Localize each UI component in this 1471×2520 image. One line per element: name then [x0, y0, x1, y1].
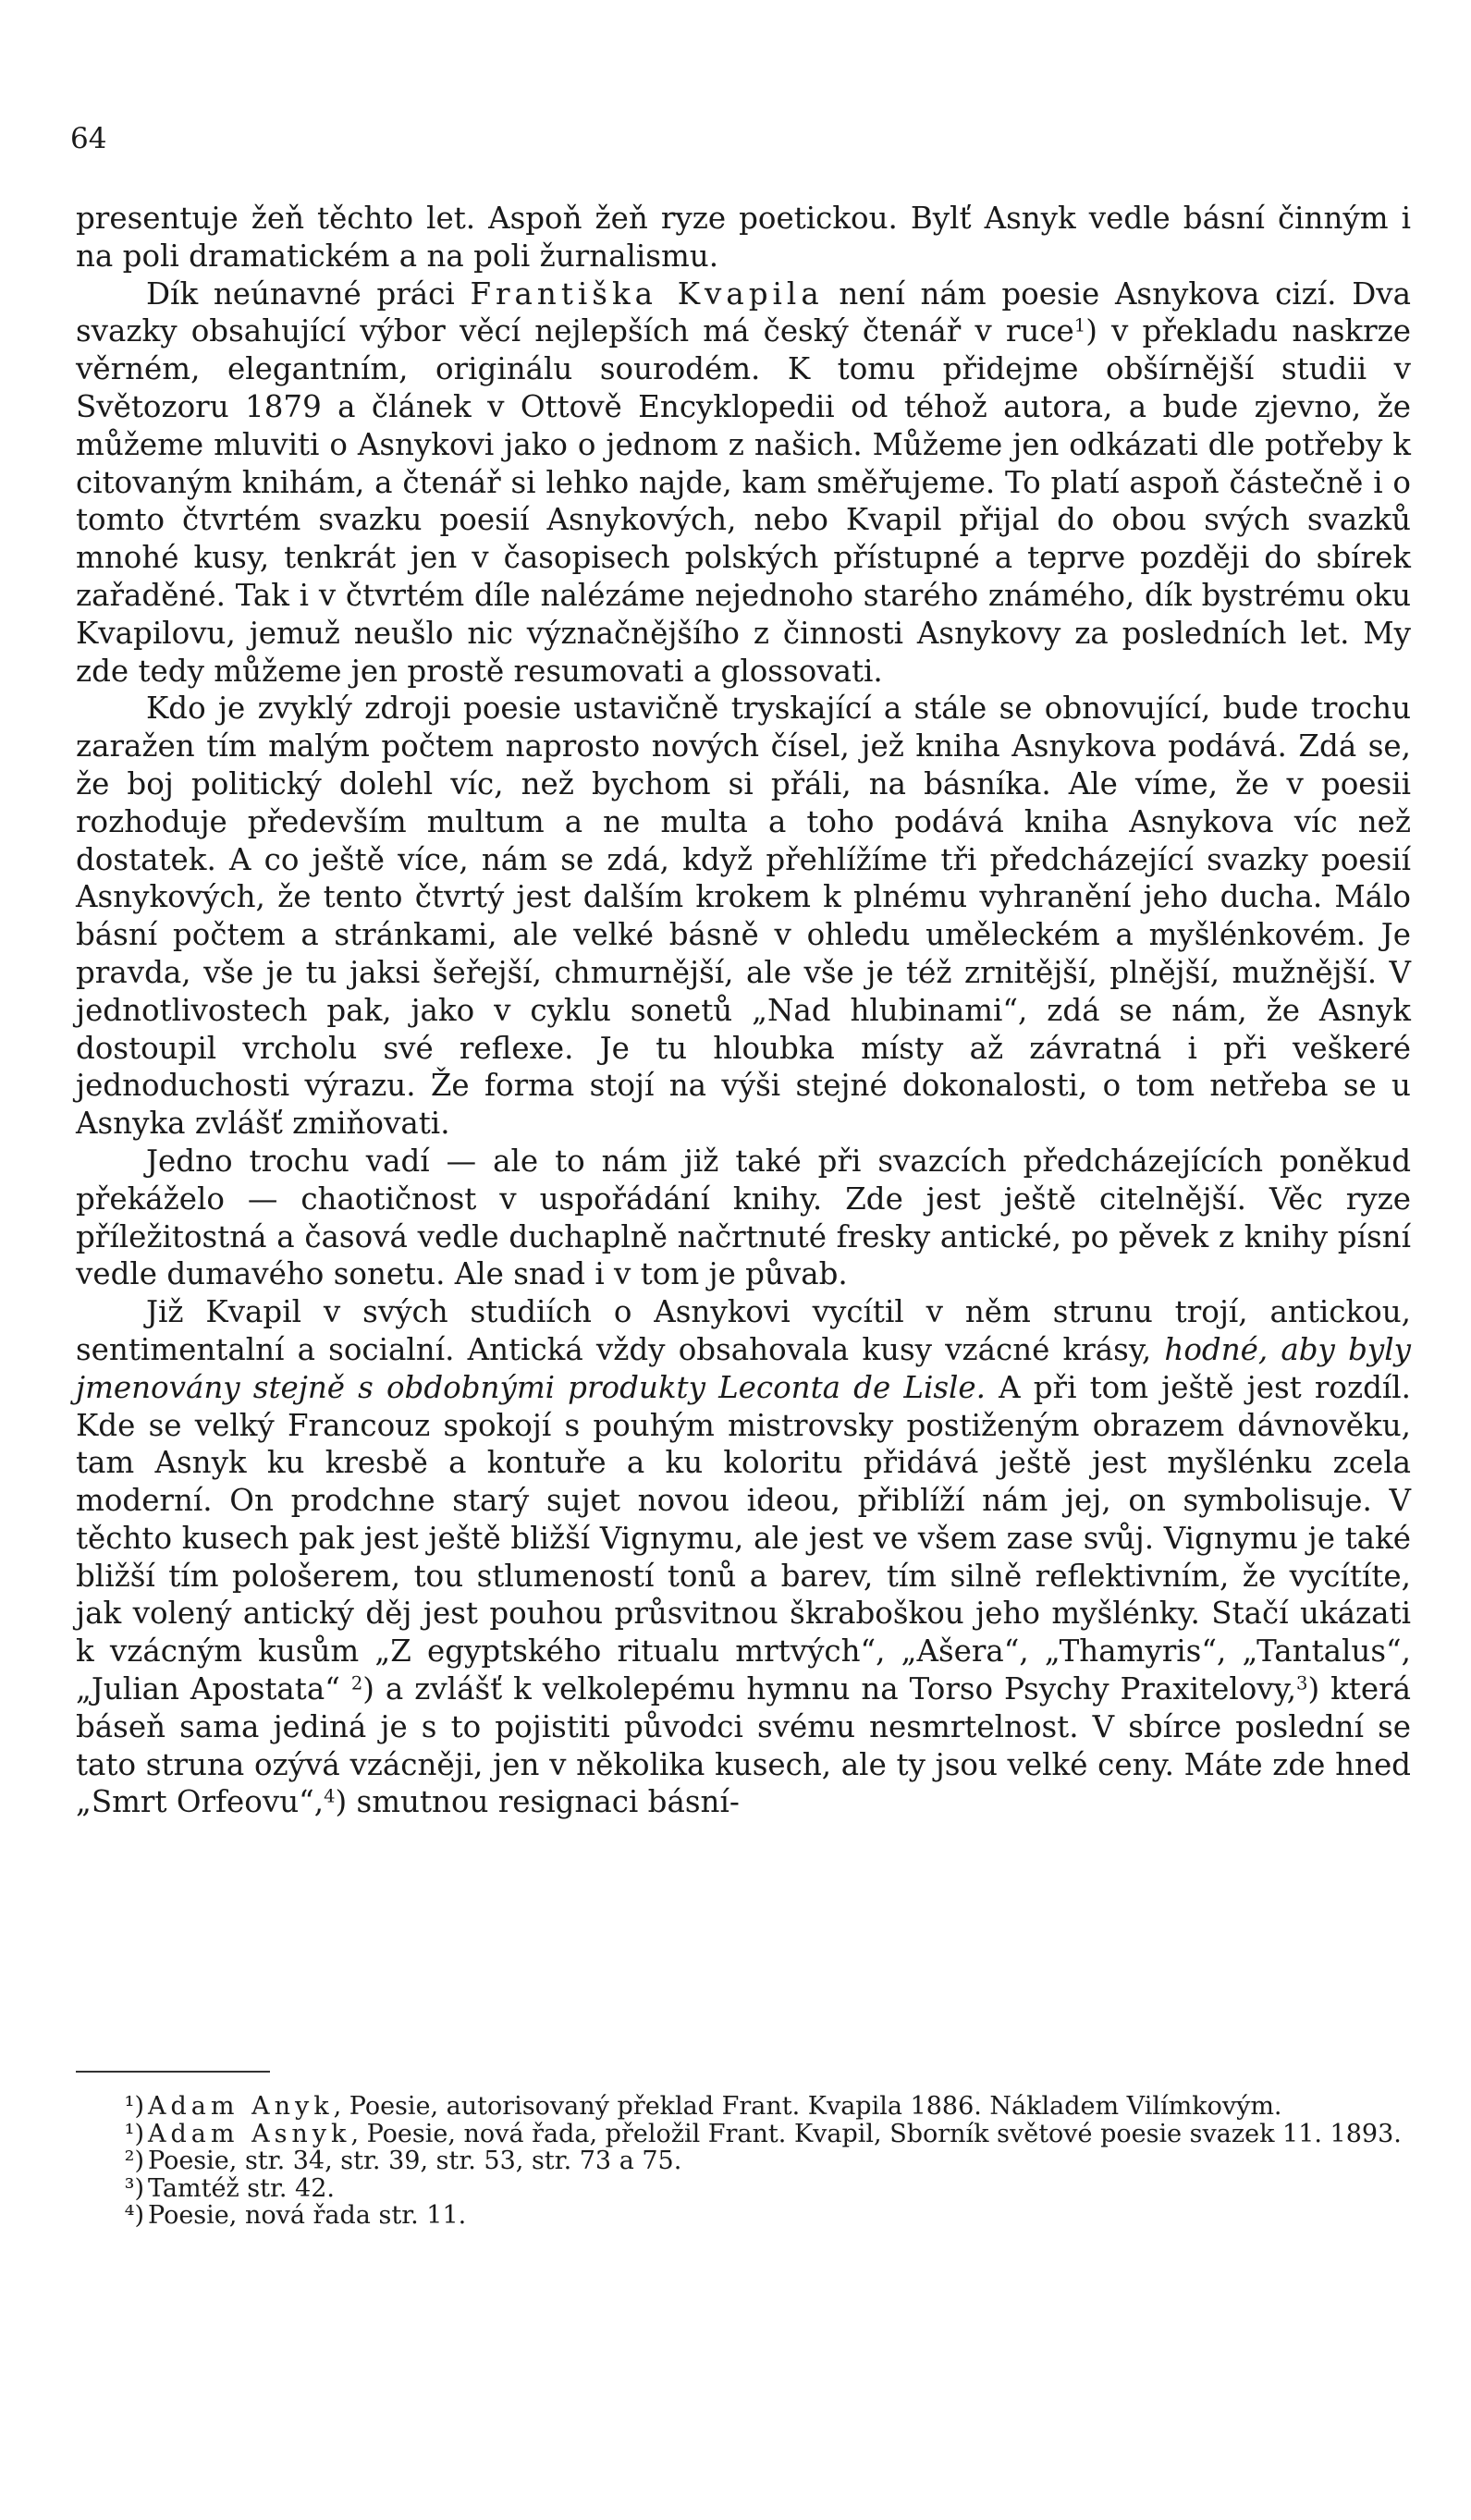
footnote-mark: ¹)	[124, 2119, 144, 2148]
page-number: 64	[70, 122, 107, 155]
text-run: A při tom ještě jest rozdíl. Kde se velký Francouz spokojí s pouhým mistrovsky postiženým obrazem dávnověku, tam Asnyk ku kresbě a kontuře a ku koloritu přidává ještě jest myšlénku zcela moderní. On prodchne starý sujet novou ideou, přiblíží nám jej, on symbolisuje. V těchto kusech pak jest ještě bližší Vignymu, ale jest ve všem zase svůj. Vignymu je také bližší tím pološerem, tou stlumeností tonů a barev, tím silně reflektivním, že vycítíte, jak volený antický děj jest pouhou průsvitnou škraboškou jeho myšlénky. Stačí ukázati k vzácným kusům „Z egyptského ritualu mrtvých“, „Ašera“, „Thamyris“, „Tantalus“, „Julian Apostata“	[76, 1369, 1411, 1707]
text-run: Jedno trochu vadí — ale to nám již také při svazcích předcházejících poněkud překáželo — chaotičnost v uspořádání knihy. Zde jest ještě citelnější. Věc ryze příležitostná a časová vedle duchaplně načrtnuté fresky antické, po pěvek z knihy písní vedle dumavého sonetu. Ale snad i v tom je půvab.	[76, 1143, 1411, 1292]
footnote	[76, 2147, 1411, 2175]
footnote-reference: 3	[1296, 1672, 1308, 1694]
text-run: není nám poesie Asnykova cizí. Dva svazky obsahující výbor věcí nejlepších má český čtenář v ruce	[76, 275, 1411, 349]
emphasized-name: Adam Anyk	[148, 2092, 334, 2121]
paragraph	[76, 275, 1411, 691]
italic-text: hodné, aby byly jmenovány stejně s obdobnými produkty Leconta de Lisle.	[76, 1331, 1411, 1405]
text-run: Poesie, str. 34, str. 39, str. 53, str. 73 a 75.	[148, 2147, 682, 2175]
paragraph	[76, 200, 1411, 275]
text-run: , Poesie, nová řada, přeložil Frant. Kvapil, Sborník světové poesie svazek 11. 1893.	[350, 2119, 1402, 2148]
text-run: Již Kvapil v svých studiích o Asnykovi vycítil v něm strunu trojí, antickou, sentimentalní a socialní. Antická vždy obsahovala kusy vzácné krásy,	[76, 1294, 1411, 1367]
text-run: Tamtéž str. 42.	[148, 2173, 335, 2203]
footnote-separator	[76, 2071, 270, 2073]
text-run: ) a zvlášť k velkolepému hymnu na Torso Psychy Praxitelovy,	[362, 1671, 1297, 1707]
text-run: ) která báseň sama jediná je s to pojistiti původci svému nesmrtelnost. V sbírce poslední se tato struna ozývá vzácněji, jen v několika kusech, ale ty jsou velké ceny. Máte zde hned „Smrt Orfeovu“,	[76, 1671, 1411, 1820]
body-text	[76, 200, 1411, 1821]
footnote	[76, 2202, 1411, 2230]
footnote-reference: 4	[324, 1785, 336, 1807]
text-run: Poesie, nová řada str. 11.	[148, 2201, 467, 2230]
text-run: ) v překladu naskrze věrném, elegantním, originálu sourodém. K tomu přidejme obšírnější studii v Světozoru 1879 a článek v Ottově Encyklopedii od téhož autora, a bude zjevno, že můžeme mluviti o Asnykovi jako o jednom z našich. Můžeme jen odkázati dle potřeby k citovaným knihám, a čtenář si lehko najde, kam směřujeme. To platí aspoň částečně i o tomto čtvrtém svazku poesií Asnykových, nebo Kvapil přijal do obou svých svazků mnohé kusy, tenkrát jen v časopisech polských přístupné a teprve později do sbírek zařaděné. Tak i v čtvrtém díle nalézáme nejednoho starého známého, dík bystrému oku Kvapilovu, jemuž neušlo nic význačnějšího z činnosti Asnykovy za posledních let. My zde tedy můžeme jen prostě resumovati a glossovati.	[76, 313, 1411, 689]
footnote	[76, 2121, 1411, 2148]
paragraph	[76, 1293, 1411, 1821]
footnote	[76, 2175, 1411, 2203]
footnote-mark: ⁴)	[124, 2201, 144, 2230]
emphasized-name: Adam Asnyk	[148, 2119, 351, 2148]
footnote-reference: 1	[1073, 314, 1086, 336]
text-run: presentuje žeň těchto let. Aspoň žeň ryze poetickou. Bylť Asnyk vedle básní činným i na poli dramatickém a na poli žurnalismu.	[76, 201, 1411, 274]
footnote-mark: ²)	[124, 2147, 144, 2175]
paragraph	[76, 1143, 1411, 1293]
footnote	[76, 2093, 1411, 2121]
emphasized-name: Františka Kvapila	[470, 275, 824, 312]
footnote-mark: ¹)	[124, 2092, 144, 2121]
text-run: ) smutnou resignaci básní-	[335, 1784, 740, 1820]
text-run: Kdo je zvyklý zdroji poesie ustavičně tryskající a stále se obnovující, bude trochu zaražen tím malým počtem naprosto nových čísel, jež kniha Asnykova podává. Zdá se, že boj politický dolehl víc, než bychom si přáli, na básníka. Ale víme, že v poesii rozhoduje především multum a ne multa a toho podává kniha Asnykova víc než dostatek. A co ještě více, nám se zdá, když přehlížíme tři předcházející svazky poesií Asnykových, že tento čtvrtý jest dalším krokem k plnému vyhranění jeho ducha. Málo básní počtem a stránkami, ale velké básně v ohledu uměleckém a myšlénkovém. Je pravda, vše je tu jaksi šeřejší, chmurnější, ale vše je též zrnitější, plnější, mužnější. V jednotlivostech pak, jako v cyklu sonetů „Nad hlubinami“, zdá se nám, že Asnyk dostoupil vrcholu své reflexe. Je tu hloubka místy až závratná i při veškeré jednoduchosti výrazu. Že forma stojí na výši stejné dokonalosti, o tom netřeba se u Asnyka zvlášť zmiňovati.	[76, 691, 1411, 1142]
footnotes	[76, 2093, 1411, 2230]
paragraph	[76, 690, 1411, 1143]
text-run: , Poesie, autorisovaný překlad Frant. Kvapila 1886. Nákladem Vilímkovým.	[333, 2092, 1282, 2121]
footnote-mark: ³)	[124, 2173, 144, 2203]
footnote-reference: 2	[350, 1672, 363, 1694]
text-run: Dík neúnavné práci	[146, 275, 471, 312]
